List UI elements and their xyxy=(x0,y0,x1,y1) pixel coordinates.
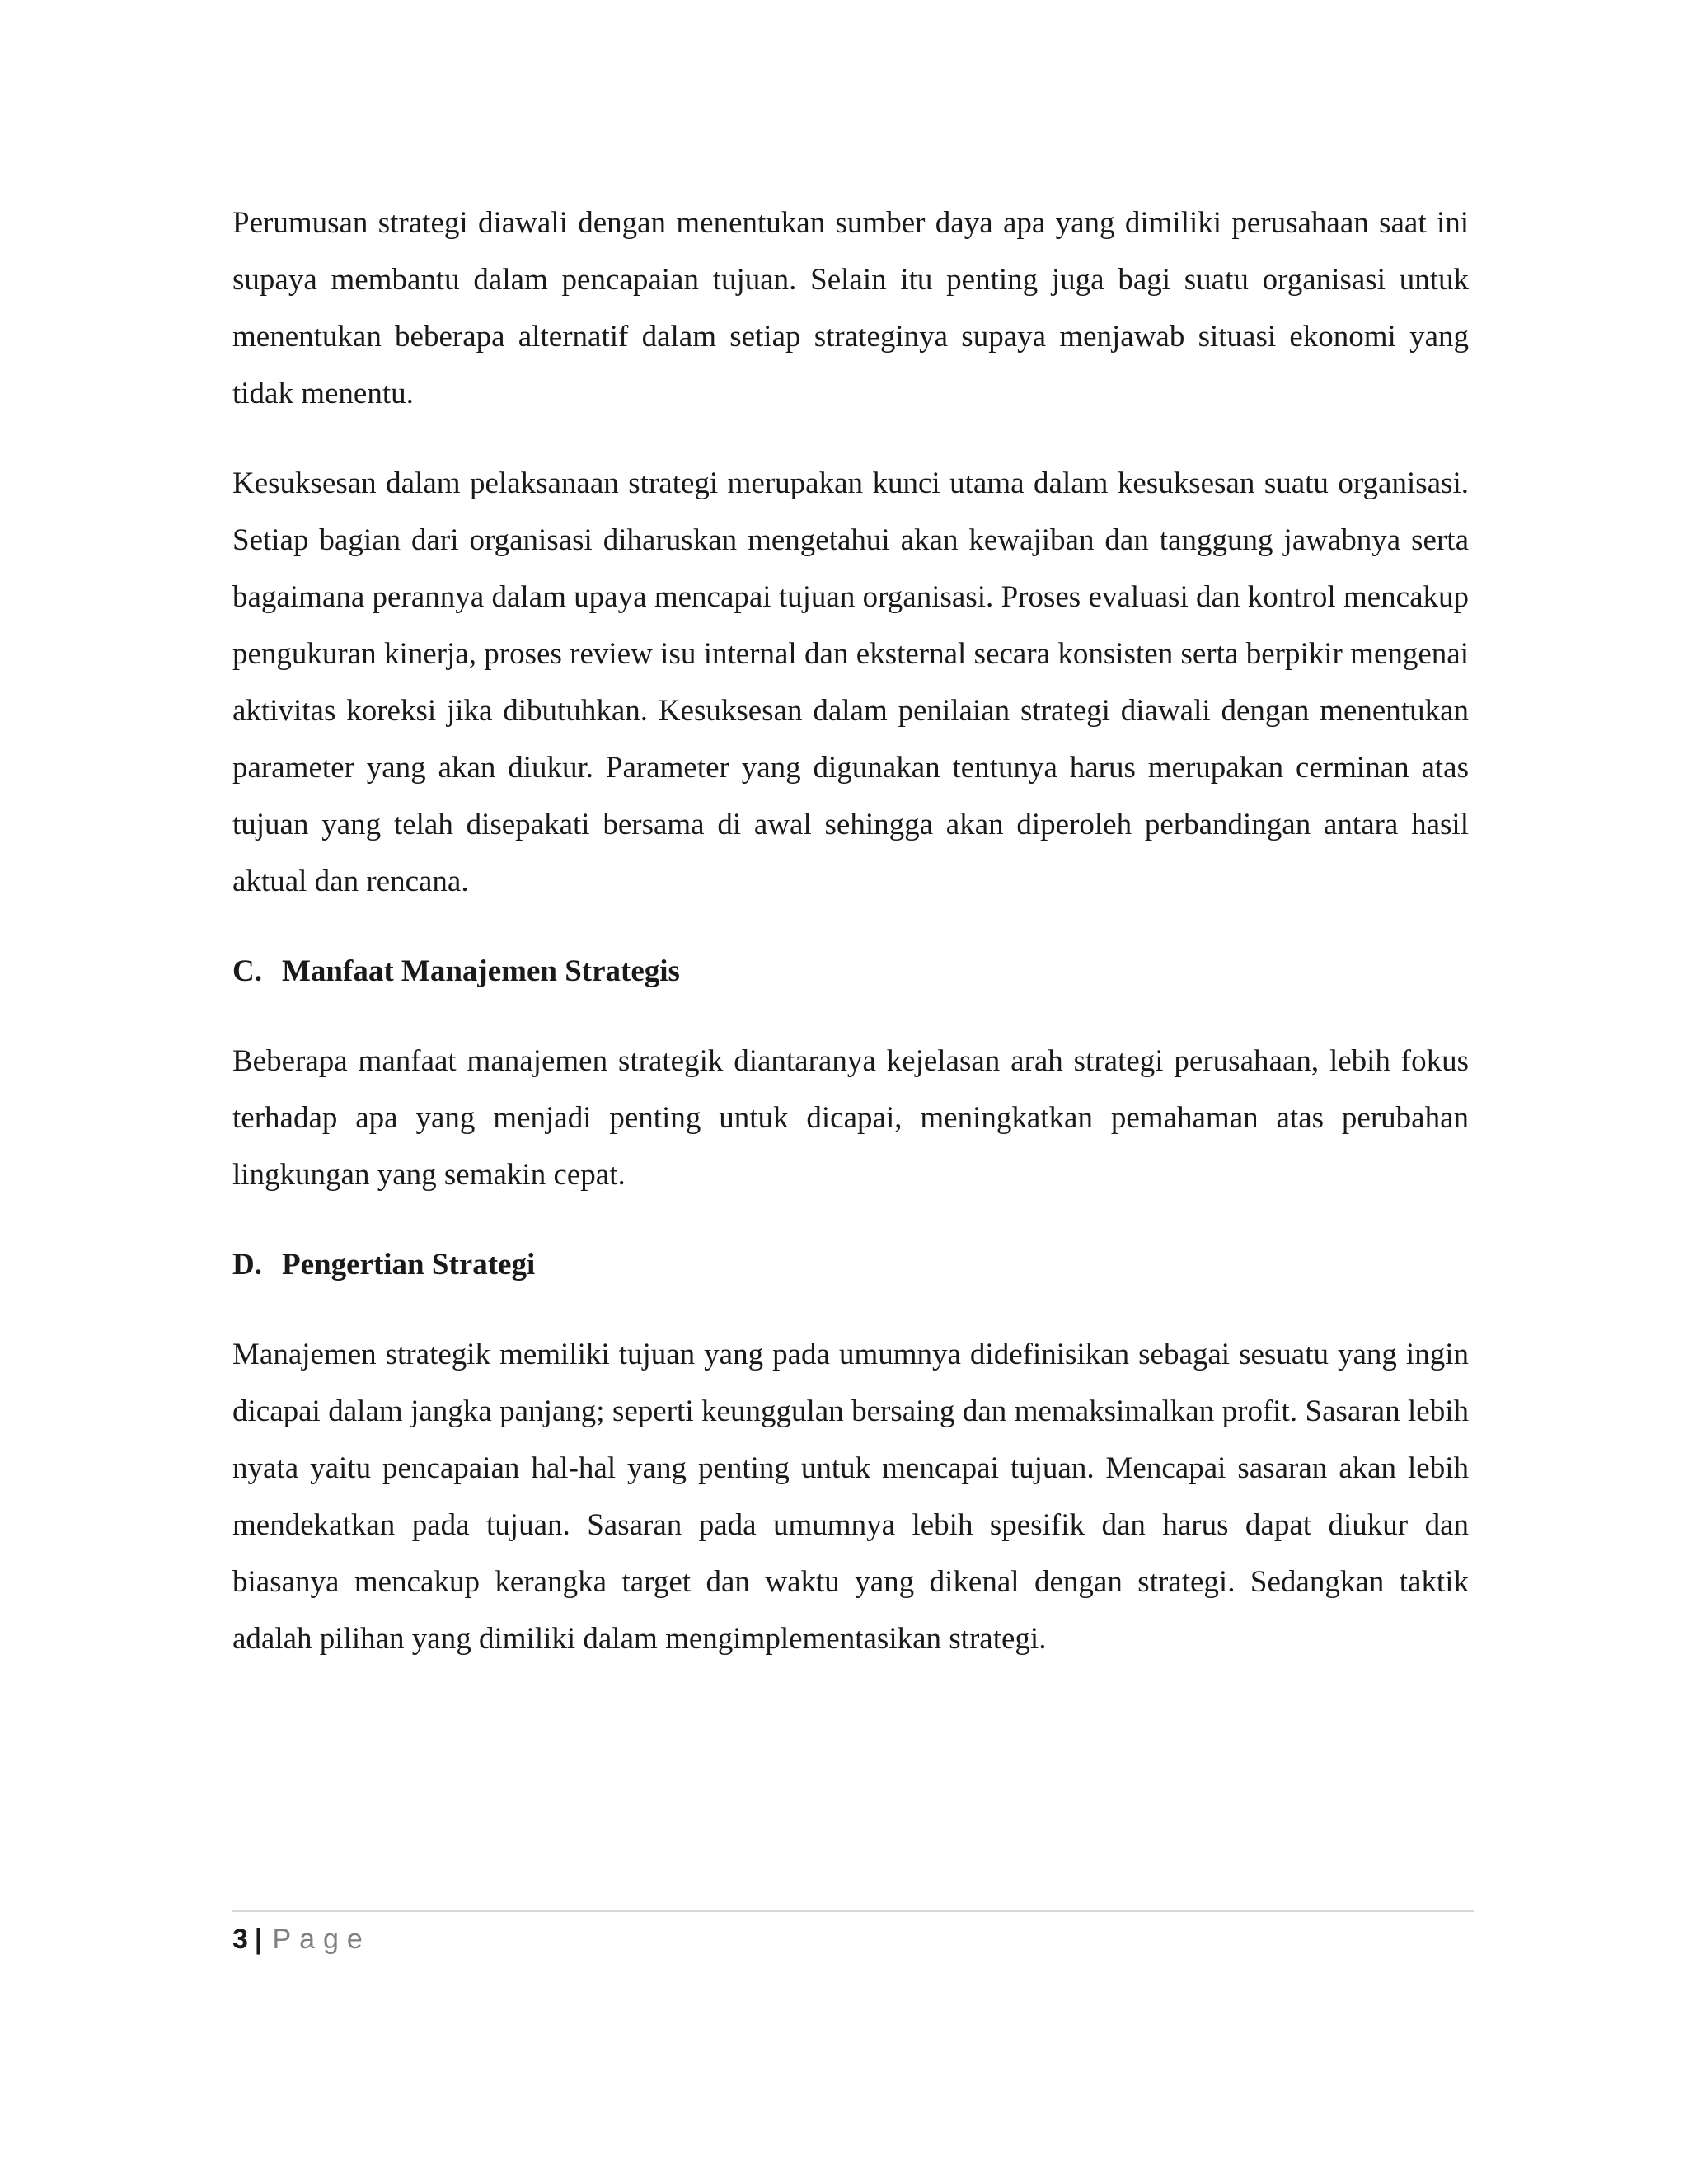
footer-divider xyxy=(232,1910,1474,1912)
section-heading-c xyxy=(232,943,1469,1000)
page-footer xyxy=(232,1910,1474,1956)
paragraph-benefits: Beberapa manfaat manajemen strategik diantaranya kejelasan arah strategi perusahaan, lebih fokus terhadap apa yang menjadi penting untuk dicapai, meningkatkan pemahaman atas perubahan lingkungan yang semakin cepat. xyxy=(232,1044,1469,1192)
section-letter-d: D. xyxy=(232,1248,262,1282)
paragraph-strategy-implementation: Kesuksesan dalam pelaksanaan strategi merupakan kunci utama dalam kesuksesan suatu organisasi. Setiap bagian dari organisasi diharuskan mengetahui akan kewajiban dan tanggung jawabnya serta bagaimana perannya dalam upaya mencapai tujuan organisasi. Proses evaluasi dan kontrol mencakup pengukuran kinerja, proses review isu internal dan eksternal secara konsisten serta berpikir mengenai aktivitas koreksi jika dibutuhkan. Kesuksesan dalam penilaian strategi diawali dengan menentukan parameter yang akan diukur. Parameter yang digunakan tentunya harus merupakan cerminan atas tujuan yang telah disepakati bersama di awal sehingga akan diperoleh perbandingan antara hasil aktual dan rencana. xyxy=(232,466,1469,898)
section-letter-c: C. xyxy=(232,954,262,988)
document-body xyxy=(232,194,1469,1700)
page-number: 3 xyxy=(232,1924,248,1955)
paragraph-strategy-formulation: Perumusan strategi diawali dengan menentukan sumber daya apa yang dimiliki perusahaan saat ini supaya membantu dalam pencapaian tujuan. Selain itu penting juga bagi suatu organisasi untuk menentukan beberapa alternatif dalam setiap strateginya supaya menjawab situasi ekonomi yang tidak menentu. xyxy=(232,206,1469,410)
section-title-d: Pengertian Strategi xyxy=(282,1248,536,1282)
section-heading-d xyxy=(232,1236,1469,1293)
section-title-c: Manfaat Manajemen Strategis xyxy=(282,954,680,988)
paragraph-strategy-definition: Manajemen strategik memiliki tujuan yang pada umumnya didefinisikan sebagai sesuatu yang ingin dicapai dalam jangka panjang; seperti keunggulan bersaing dan memaksimalkan profit. Sasaran lebih nyata yaitu pencapaian hal-hal yang penting untuk mencapai tujuan. Mencapai sasaran akan lebih mendekatkan pada tujuan. Sasaran pada umumnya lebih spesifik dan harus dapat diukur dan biasanya mencakup kerangka target dan waktu yang dikenal dengan strategi. Sedangkan taktik adalah pilihan yang dimiliki dalam mengimplementasikan strategi. xyxy=(232,1338,1469,1656)
footer-page-indicator xyxy=(232,1924,1474,1956)
page-separator: | xyxy=(254,1924,263,1955)
page-label: Page xyxy=(272,1924,371,1955)
